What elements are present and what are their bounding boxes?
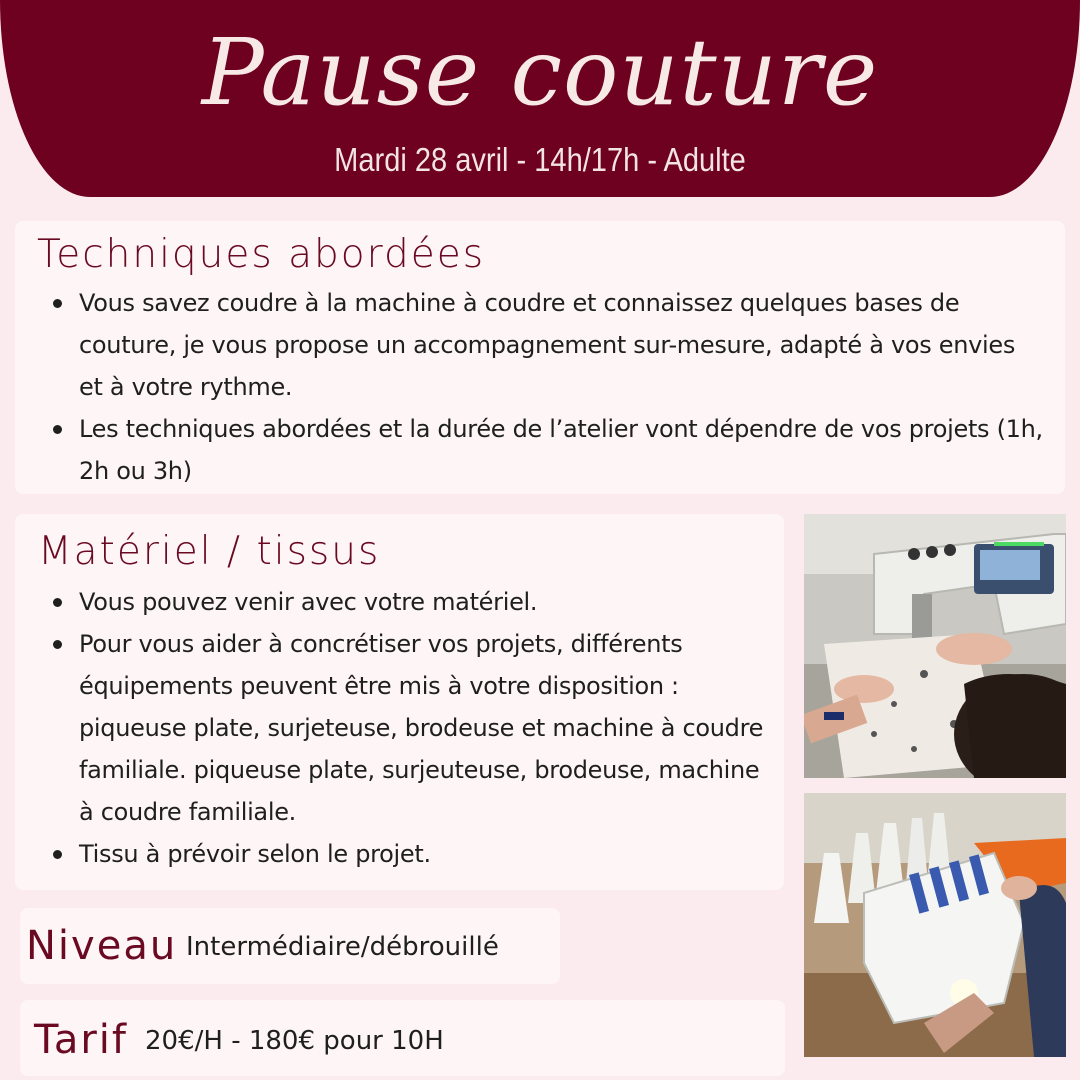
event-subtitle: Mardi 28 avril - 14h/17h - Adulte — [334, 141, 746, 178]
bullet-icon — [53, 425, 62, 434]
niveau-card — [20, 908, 560, 984]
header-banner — [0, 0, 1080, 197]
sewing-machine-photo — [804, 514, 1066, 778]
list-item: Vous savez coudre à la machine à coudre et connaissez quelques bases de couture, je vous propose un accompagnement sur-mesure, adapté à vos envies et à votre rythme. — [15, 282, 1045, 408]
techniques-list — [15, 282, 1045, 492]
niveau-value: Intermédiaire/débrouillé — [186, 932, 499, 962]
serger-machine-illustration — [804, 793, 1066, 1057]
page-title: Pause couture — [201, 19, 879, 126]
niveau-label: Niveau — [26, 923, 178, 969]
bullet-icon — [53, 598, 62, 607]
techniques-title: Techniques abordées — [37, 232, 486, 277]
list-item: Les techniques abordées et la durée de l’atelier vont dépendre de vos projets (1h, 2h ou 3h) — [15, 408, 1045, 492]
tarif-card — [20, 1000, 785, 1076]
list-item: Pour vous aider à concrétiser vos projets, différents équipements peuvent être mis à votre disposition : piqueuse plate, surjeteuse, brodeuse et machine à coudre familiale. piqueuse plate, surjeuteuse, brodeuse, machine à coudre familiale. — [15, 623, 765, 833]
materiel-list — [15, 581, 765, 875]
serger-machine-photo — [804, 793, 1066, 1057]
tarif-label: Tarif — [34, 1017, 128, 1063]
bullet-icon — [53, 299, 62, 308]
list-item: Vous pouvez venir avec votre matériel. — [15, 581, 765, 623]
materiel-card — [15, 514, 784, 890]
materiel-title: Matériel / tissus — [38, 529, 381, 574]
sewing-machine-illustration — [804, 514, 1066, 778]
techniques-card — [15, 221, 1065, 494]
tarif-value: 20€/H - 180€ pour 10H — [145, 1026, 444, 1056]
bullet-icon — [53, 640, 62, 649]
list-item: Tissu à prévoir selon le projet. — [15, 833, 765, 875]
bullet-icon — [53, 850, 62, 859]
